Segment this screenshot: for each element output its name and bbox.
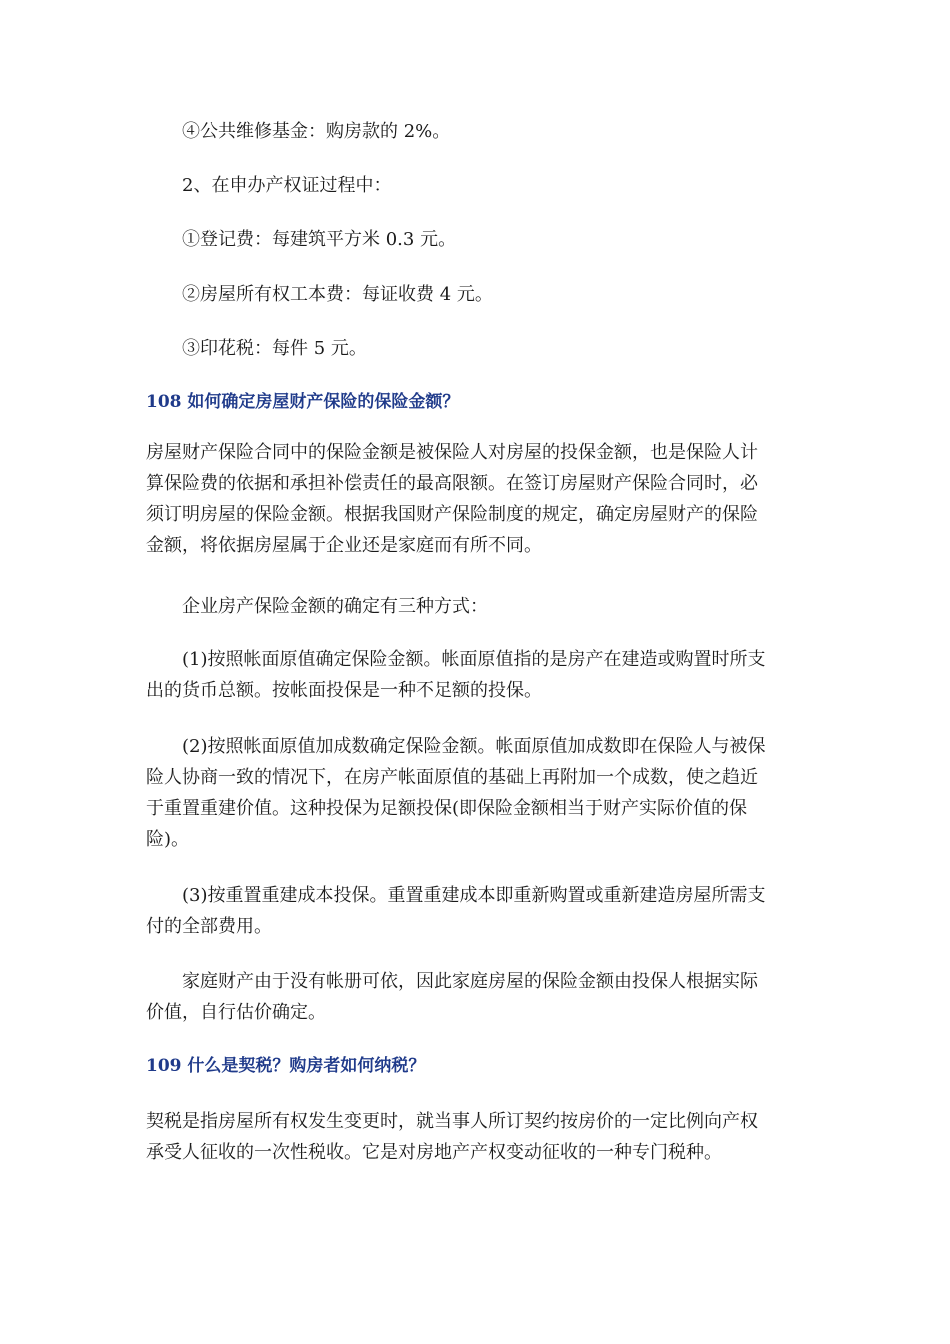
text-line: 契税是指房屋所有权发生变更时，就当事人所订契约按房价的一定比例向产权 xyxy=(146,1111,758,1132)
text-line: 险人协商一致的情况下，在房产帐面原值的基础上再附加一个成数，使之趋近 xyxy=(146,767,758,788)
text-line: 险)。 xyxy=(146,829,190,850)
text-line: 于重置重建价值。这种投保为足额投保(即保险金额相当于财产实际价值的保 xyxy=(146,798,748,819)
text-line: (1)按照帐面原值确定保险金额。帐面原值指的是房产在建造或购置时所支 xyxy=(182,649,766,670)
item-registration-fee: ①登记费：每建筑平方米 0.3 元。 xyxy=(182,229,457,250)
paragraph-108-household xyxy=(146,966,806,1028)
paragraph-108-methods: 企业房产保险金额的确定有三种方式： xyxy=(182,596,488,617)
text-line: 出的货币总额。按帐面投保是一种不足额的投保。 xyxy=(146,680,542,701)
text-line: 金额，将依据房屋属于企业还是家庭而有所不同。 xyxy=(146,535,542,556)
text-line: (2)按照帐面原值加成数确定保险金额。帐面原值加成数即在保险人与被保 xyxy=(182,736,766,757)
paragraph-109-intro xyxy=(146,1106,806,1168)
item-certificate-cost: ②房屋所有权工本费：每证收费 4 元。 xyxy=(182,284,493,305)
item-step-2: 2、在申办产权证过程中： xyxy=(182,175,392,196)
text-line: 房屋财产保险合同中的保险金额是被保险人对房屋的投保金额，也是保险人计 xyxy=(146,442,758,463)
text-line: 付的全部费用。 xyxy=(146,916,272,937)
paragraph-108-intro xyxy=(146,437,806,561)
paragraph-108-method-3 xyxy=(146,880,806,942)
paragraph-108-method-2 xyxy=(146,731,806,855)
text-line: (3)按重置重建成本投保。重置重建成本即重新购置或重新建造房屋所需支 xyxy=(182,885,766,906)
item-stamp-tax: ③印花税：每件 5 元。 xyxy=(182,338,367,359)
text-line: 承受人征收的一次性税收。它是对房地产产权变动征收的一种专门税种。 xyxy=(146,1142,722,1163)
paragraph-108-method-1 xyxy=(146,644,806,706)
text-line: 价值，自行估价确定。 xyxy=(146,1002,326,1023)
heading-108: 108 如何确定房屋财产保险的保险金额？ xyxy=(146,392,460,412)
text-line: 算保险费的依据和承担补偿责任的最高限额。在签订房屋财产保险合同时，必 xyxy=(146,473,758,494)
item-maintenance-fund: ④公共维修基金：购房款的 2%。 xyxy=(182,121,451,142)
text-line: 须订明房屋的保险金额。根据我国财产保险制度的规定，确定房屋财产的保险 xyxy=(146,504,758,525)
heading-109: 109 什么是契税？购房者如何纳税？ xyxy=(146,1056,426,1076)
text-line: 家庭财产由于没有帐册可依，因此家庭房屋的保险金额由投保人根据实际 xyxy=(182,971,758,992)
